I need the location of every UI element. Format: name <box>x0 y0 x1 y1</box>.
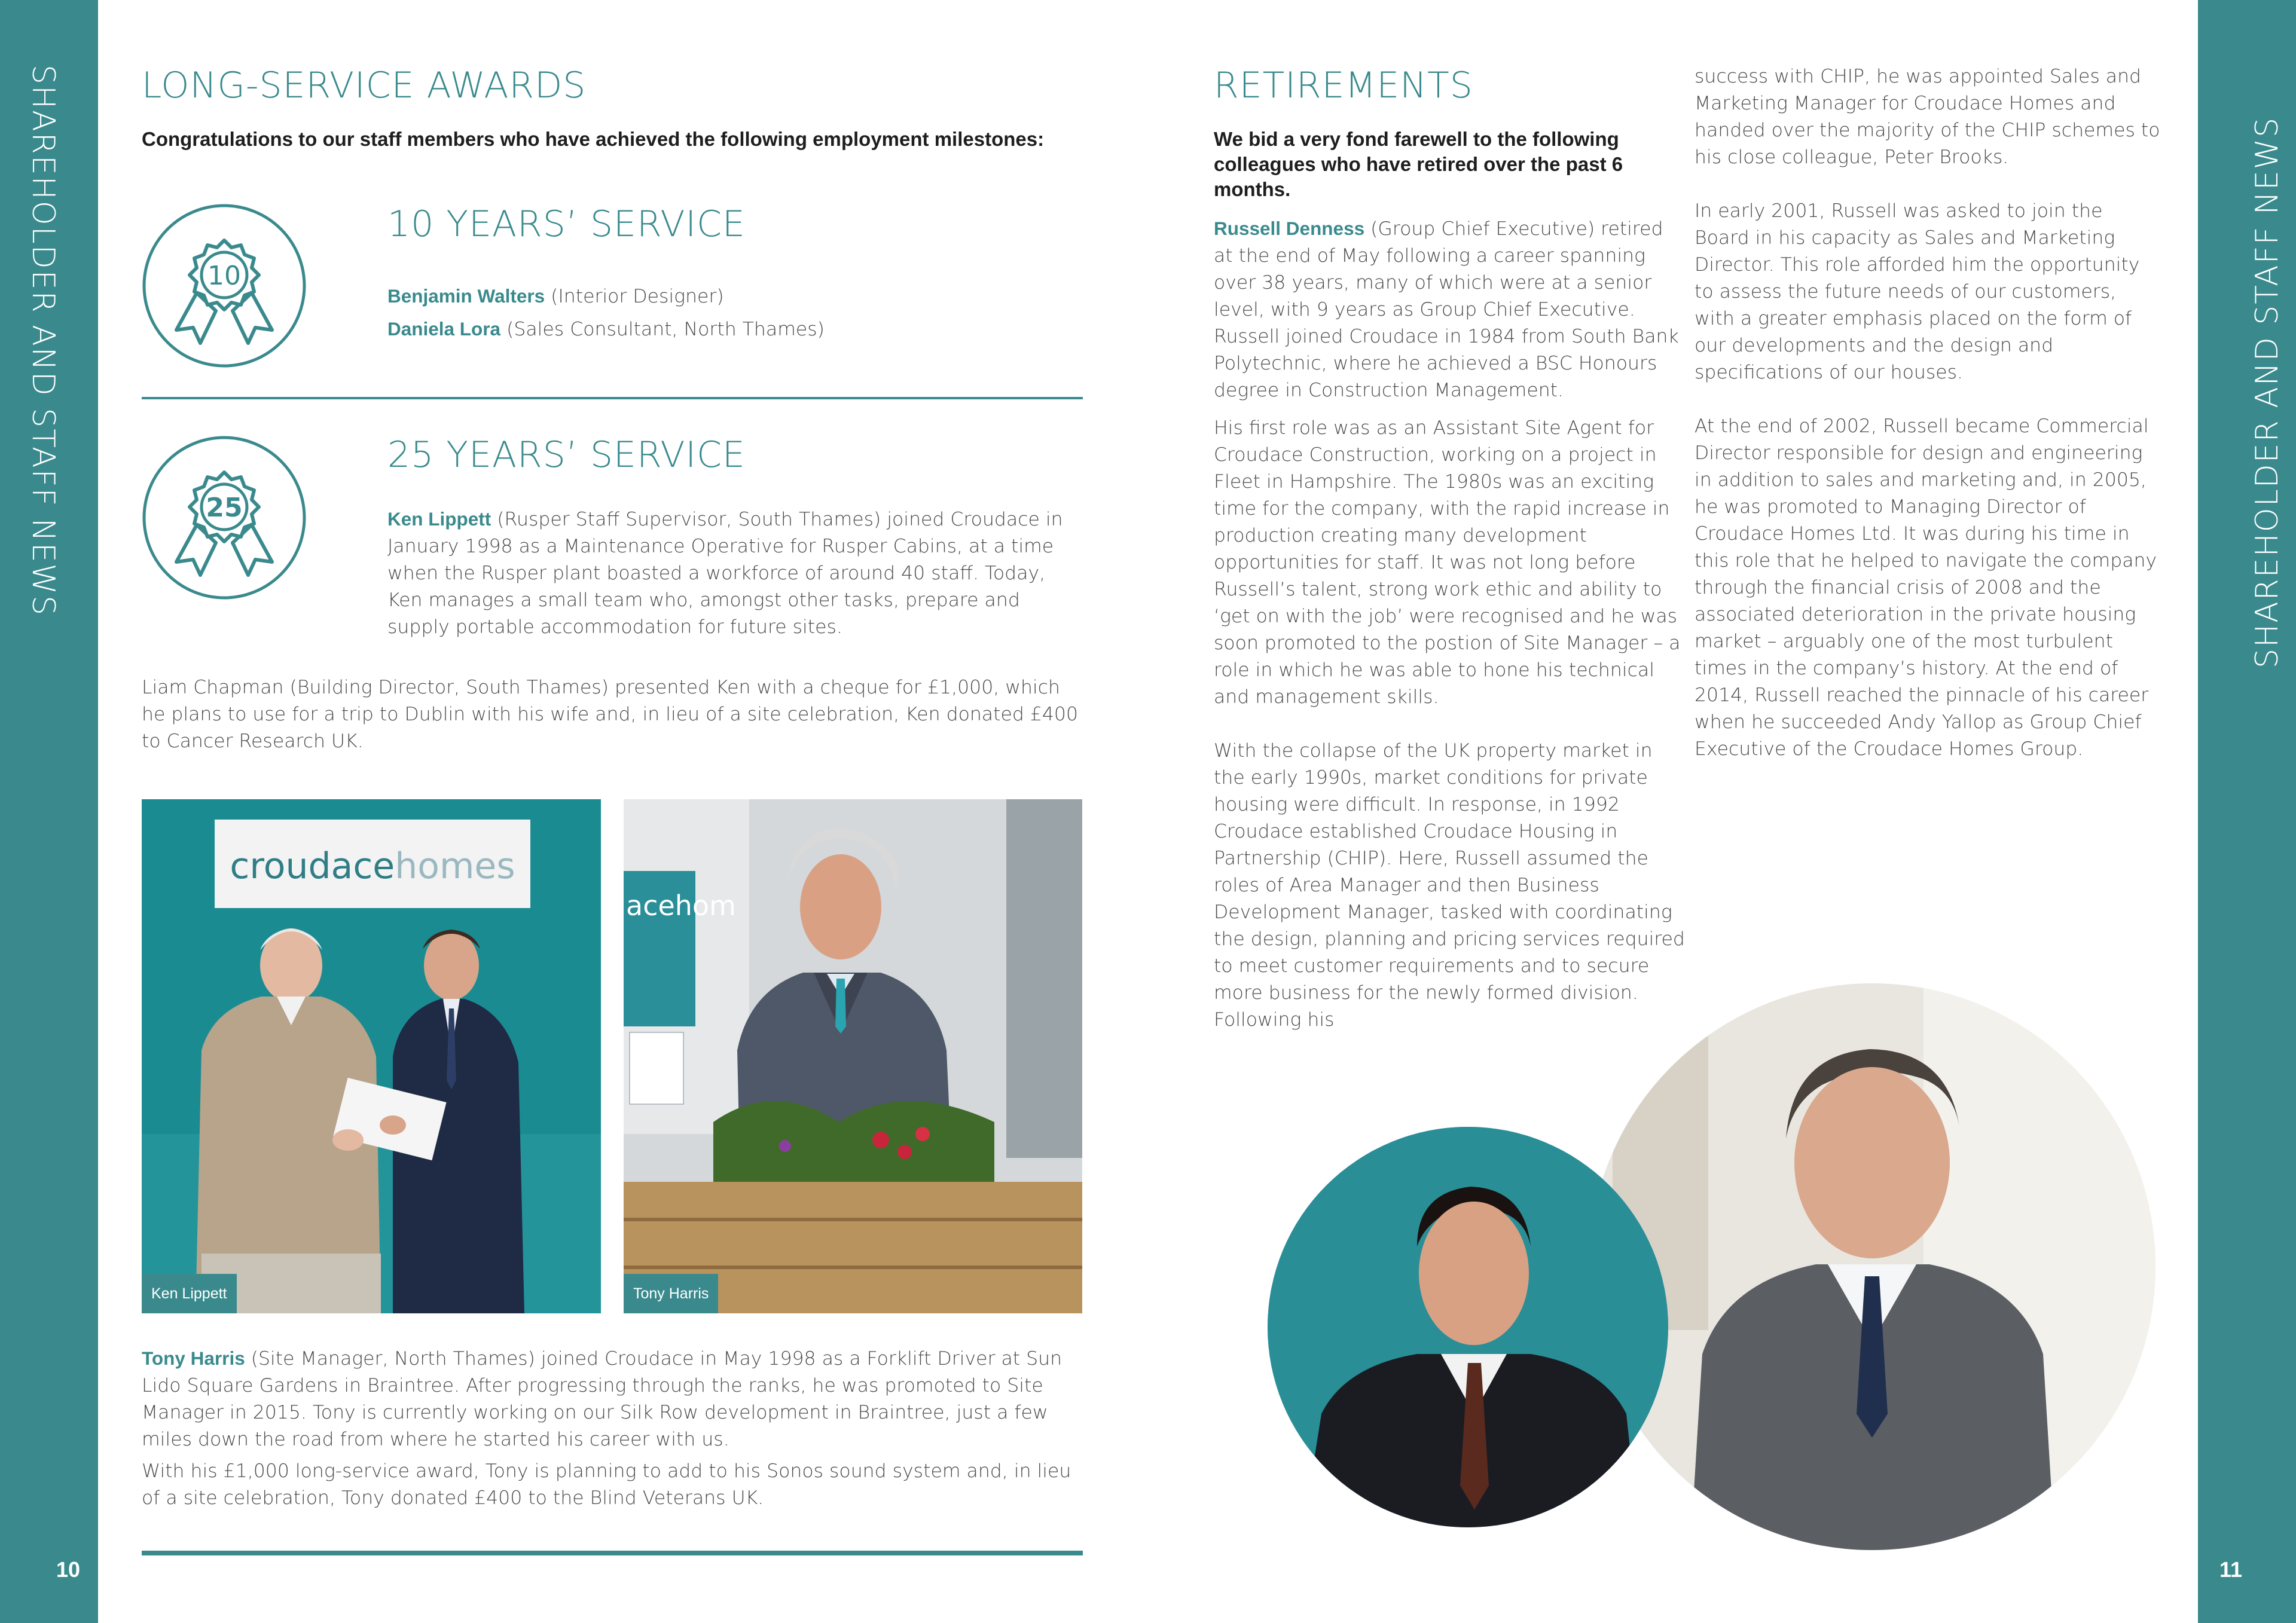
ten-year-badge-icon <box>142 203 307 368</box>
twenty-five-years-heading: 25 YEARS’ SERVICE <box>387 434 746 476</box>
ken-lippett-caption: Ken Lippett <box>142 1274 237 1313</box>
paragraph: With the collapse of the UK property market in the early 1990s, market conditions for private housing were difficult. In response, in 1992 Croudace established Croudace Housing in Partnership (CHIP). Here, Russell assumed the roles of Area Manager and then Business Development Manager, tasked with coordinating the design, planning and pricing services required to meet customer requirements and to secure more business for the newly formed division. Following his <box>1214 740 1685 1031</box>
paragraph: success with CHIP, he was appointed Sales and Marketing Manager for Croudace Homes and handed over the majority of the CHIP schemes to his close colleague, Peter Brooks. <box>1694 66 2160 168</box>
page-number-left: 10 <box>56 1557 81 1582</box>
twenty-five-year-badge-icon <box>142 435 307 600</box>
list-item: Daniela Lora (Sales Consultant, North Thames) <box>387 318 825 340</box>
tony-name: Tony Harris <box>142 1347 245 1369</box>
ten-badge-number: 10 <box>207 261 241 291</box>
tony-award-paragraph: With his £1,000 long-service award, Tony is planning to add to his Sonos sound system and, in lieu of a site celebration, Tony donated £400 to the Blind Veterans UK. <box>142 1460 1071 1509</box>
russell-archive-portrait <box>1268 1127 1668 1527</box>
ten-years-heading: 10 YEARS’ SERVICE <box>387 203 746 245</box>
list-item: Benjamin Walters (Interior Designer) <box>387 285 724 307</box>
ten-years-list <box>387 280 1075 346</box>
ken-lippett-photo <box>142 799 601 1313</box>
liam-paragraph: Liam Chapman (Building Director, South Thames) presented Ken with a cheque for £1,000, which he plans to use for a trip to Dublin with his wife and, in lieu of a site celebration, Ken donated £400 to Cancer Research UK. <box>142 677 1079 752</box>
right-sidebar-label: SHAREHOLDER AND STAFF NEWS <box>2249 116 2285 668</box>
ken-paragraph: Ken Lippett (Rusper Staff Supervisor, South Thames) joined Croudace in January 1998 as a Maintenance Operative for Rusper Cabins, at a time when the Rusper plant boasted a workforce of around 40 staff. Today, Ken manages a small team who, amongst other tasks, prepare and supply portable accommodation for future sites. <box>387 508 1063 638</box>
twenty-five-badge-number: 25 <box>206 493 243 523</box>
ken-name: Ken Lippett <box>387 508 491 530</box>
retirements-column-2 <box>1694 63 2161 763</box>
paragraph: In early 2001, Russell was asked to join the Board in his capacity as Sales and Marketing Director. This role afforded him the opportunity to assess the future needs of our customers, with a greater emphasis placed on the form of our developments and the design and specifications of our houses. <box>1694 200 2140 383</box>
sign-text-homes: homes <box>395 845 515 887</box>
retirements-title: RETIREMENTS <box>1214 65 1473 106</box>
sign-fragment-text: acehom <box>626 890 736 922</box>
tony-harris-caption: Tony Harris <box>624 1274 718 1313</box>
sign-text-croudace: croudace <box>230 845 395 887</box>
tony-harris-photo <box>624 799 1082 1313</box>
russell-name: Russell Denness <box>1214 218 1365 239</box>
awards-intro: Congratulations to our staff members who have achieved the following employment milestones: <box>142 128 1045 150</box>
bottom-divider <box>142 1551 1083 1555</box>
left-sidebar-label: SHAREHOLDER AND STAFF NEWS <box>25 65 61 617</box>
russell-recent-portrait <box>1589 983 2155 1550</box>
page-number-right: 11 <box>2219 1557 2243 1582</box>
awards-title: LONG-SERVICE AWARDS <box>142 65 587 106</box>
retirements-column-1: Russell Denness (Group Chief Executive) retired at the end of May following a career spanning over 38 years, many of which were at a senior level, with 9 years as Group Chief Executive. Russell joined Croudace in 1984 from South Bank Polytechnic, where he achieved a BSC Honours degree in Construction Management. His first role was as an Assistant Site Agent for Croudace Construction, working on a project in Fleet in Hampshire. The 1980s was an exciting time for the company, with the rapid increase in production creating many development opportunities for staff. It was not long before Russell’s talent, strong work ethic and ability to ‘get on with the job’ were recognised and he was soon promoted to the postion of Site Manager – a role in which he was able to hone his technical and management skills. With the collapse of the UK property market in the early 1990s, market conditions for private housing were difficult. In response, in 1992 Croudace established Croudace Housing in Partnership (CHIP). Here, Russell assumed the roles of Area Manager and then Business Development Manager, tasked with coordinating the design, planning and pricing services required to meet customer requirements and to secure more business for the newly formed division. Following his <box>1214 215 1686 1034</box>
retirements-intro: We bid a very fond farewell to the following colleagues who have retired over the past 6 months. <box>1214 128 1623 200</box>
paragraph: His first role was as an Assistant Site Agent for Croudace Construction, working on a project in Fleet in Hampshire. The 1980s was an exciting time for the company, with the rapid increase in production creating many development opportunities for staff. It was not long before Russell’s talent, strong work ethic and ability to ‘get on with the job’ were recognised and he was soon promoted to the postion of Site Manager – a role in which he was able to hone his technical and management skills. <box>1214 417 1681 708</box>
paragraph: At the end of 2002, Russell became Commercial Director responsible for design and engineering in addition to sales and marketing and, in 2005, he was promoted to Managing Director of Croudace Homes Ltd. It was during his time in this role that he helped to navigate the company through the financial crisis of 2008 and the associated deterioration in the private housing market – arguably one of the most turbulent times in the company’s history. At the end of 2014, Russell reached the pinnacle of his career when he succeeded Andy Yallop as Group Chief Executive of the Croudace Homes Group. <box>1694 415 2157 760</box>
svg-text:croudacehomes <box>230 845 515 887</box>
tony-paragraph: Tony Harris (Site Manager, North Thames) joined Croudace in May 1998 as a Forklift Driver at Sun Lido Square Gardens in Braintree. After progressing through the ranks, he was promoted to Site Manager in 2015. Tony is currently working on our Silk Row development in Braintree, just a few miles down the road from where he started his career with us. With his £1,000 long-service award, Tony is planning to add to his Sonos sound system and, in lieu of a site celebration, Tony donated £400 to the Blind Veterans UK. <box>142 1345 1086 1512</box>
divider <box>142 397 1083 399</box>
